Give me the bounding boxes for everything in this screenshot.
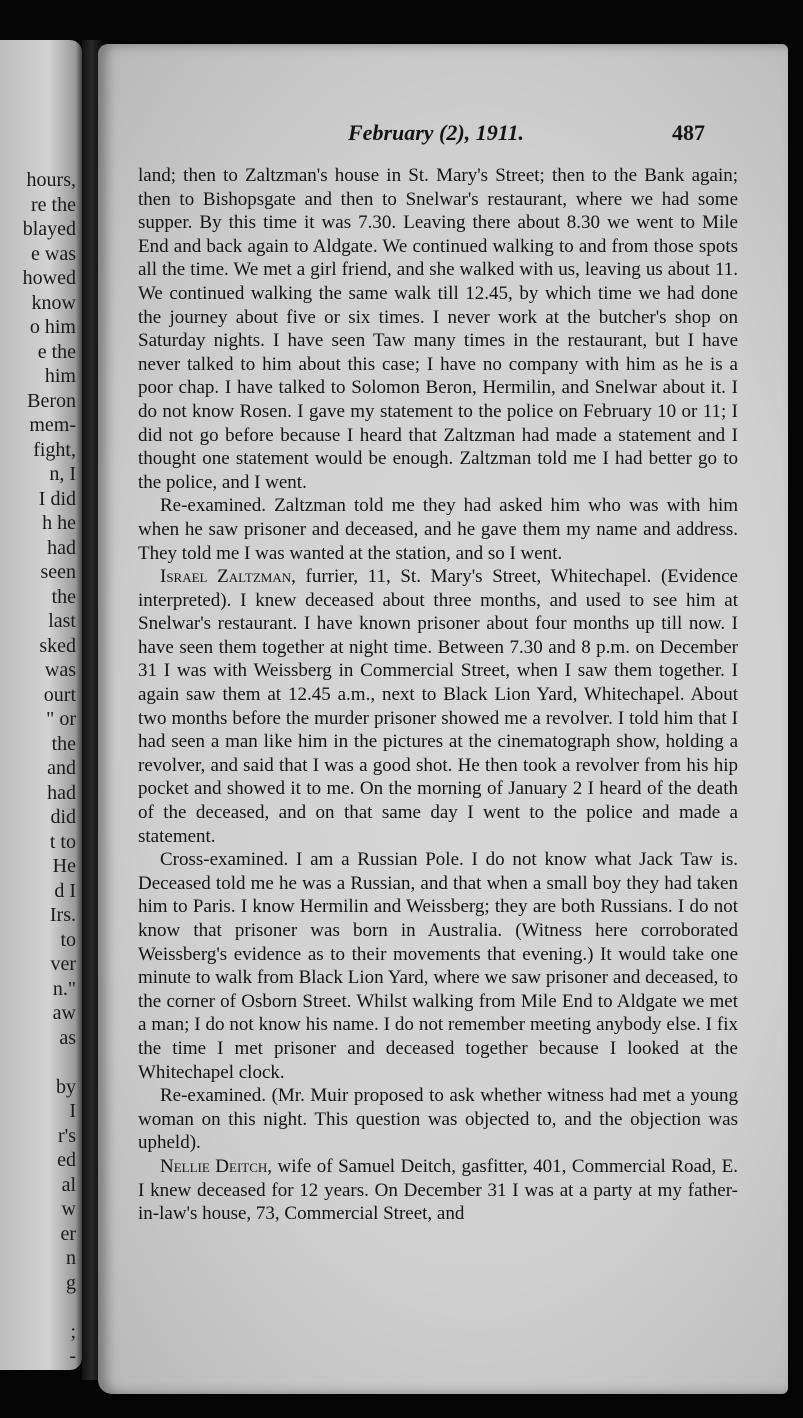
left-page-fragment: had: [47, 781, 76, 804]
left-page-fragment: to: [60, 928, 76, 951]
left-page-fragment: d I: [54, 879, 76, 902]
left-page-fragment: mem-: [29, 414, 76, 436]
left-page-fragment: [23, 1050, 76, 1075]
left-page-fragment: Beron: [27, 389, 76, 412]
left-page-fragment: the: [51, 585, 76, 608]
left-page-fragment: was: [44, 659, 76, 681]
left-page-fragment: e the: [37, 340, 76, 363]
book-page: [98, 44, 788, 1394]
left-page-fragment: hours,: [26, 169, 76, 191]
left-page-fragment: I: [69, 1100, 76, 1122]
left-page-fragment: blayed: [22, 218, 76, 240]
left-page-fragment: Irs.: [49, 904, 76, 926]
left-page-fragment: " or: [46, 708, 76, 730]
running-head-title: February (2), 1911.: [348, 120, 524, 145]
left-page-fragment: w: [61, 1198, 76, 1220]
left-page-fragment: ed: [57, 1149, 76, 1171]
paragraph-cross-examined: Cross-examined. I am a Russian Pole. I do not know what Jack Taw is. Deceased told me he was a Russian, and that when a small boy they had taken him to Paris. I know Hermilin and Weissberg; they are both Russians. I do not know that prisoner was born in Australia. (Witness here corroborated Weissberg's evidence as to their movements that evening.) It would take one minute to walk from Black Lion Yard, where we saw prisoner and deceased, to the corner of Osborn Street. Whilst walking from Mile End to Aldgate we met a man; I do not know his name. I do not remember meeting anybody else. I fix the time I met prisoner and deceased together because I looked at the Whitechapel clock.: [138, 849, 738, 1083]
left-page-fragment: g: [66, 1271, 76, 1294]
left-page-fragment: did: [50, 806, 76, 828]
left-page-fragment: -: [69, 1345, 76, 1367]
paragraph-re-examined-2: Re-examined. (Mr. Muir proposed to ask whether witness had met a young woman on this night. This question was objected to, and the objection was upheld).: [138, 1085, 738, 1154]
left-page-fragment: t to: [49, 830, 76, 853]
paragraph-re-examined: Re-examined. Zaltzman told me they had asked him who was with him when he saw prisoner and deceased, and he gave them my name and address. They told me I was wanted at the station, and so I went.: [138, 495, 738, 564]
left-page-fragment: I did: [38, 487, 76, 510]
left-page-fragment: He: [52, 855, 76, 877]
left-page-fragment: howed: [22, 267, 76, 289]
left-page-fragment: and: [47, 757, 76, 779]
left-page-fragment: e was: [31, 242, 76, 265]
left-page-fragment: r's: [57, 1124, 76, 1147]
paragraph-witness-zaltzman: [138, 565, 738, 848]
left-page-fragment: him: [44, 365, 76, 387]
left-page-fragment: by: [56, 1075, 76, 1098]
left-page-fragment: ourt: [43, 683, 76, 706]
page-number: 487: [672, 120, 705, 145]
left-page-fragment: as: [59, 1026, 76, 1049]
left-page-fragment: n: [66, 1247, 76, 1269]
witness-name-zaltzman: Israel Zaltzman: [160, 566, 292, 588]
left-page-fragment: ;: [70, 1320, 76, 1343]
left-page-fragment: ver: [50, 953, 76, 975]
left-page-fragment: fight,: [33, 438, 76, 461]
left-facing-page: [0, 40, 82, 1370]
left-page-fragment: er: [60, 1222, 76, 1245]
left-page-fragment: had: [47, 536, 76, 559]
witness-name-deitch: Nellie Deitch: [160, 1155, 268, 1177]
running-head: [98, 120, 788, 148]
left-page-fragment: [23, 1295, 76, 1320]
left-page-fragment: h he: [42, 512, 76, 534]
witness-zaltzman-testimony: , furrier, 11, St. Mary's Street, Whitechapel. (Evidence interpreted). I knew deceased about three months, and used to see him at Snelwar's restaurant. I have known prisoner about four months up till now. I have seen them together at night time. Between 7.30 and 8 p.m. on December 31 I was with Weissberg in Commercial Street, when I saw them together. I again saw them at 12.45 a.m., next to Black Lion Yard, Whitechapel. About two months before the murder prisoner showed me a revolver. I told him that I had seen a man like him in the pictures at the cinematograph show, holding a revolver, and said that I was a good shot. He then took a revolver from his hip pocket and showed it to me. On the morning of January 2 I heard of the death of the deceased, and on that same day I went to the police and made a statement.: [138, 566, 738, 847]
left-page-fragment: the: [51, 732, 76, 755]
body-text: [138, 164, 738, 1226]
left-page-fragment: n, I: [49, 463, 76, 485]
left-page-fragment: sked: [39, 634, 76, 657]
witness-deitch-testimony: , wife of Samuel Deitch, gasfitter, 401, Commercial Road, E. I knew deceased for 12 years. On December 31 I was at a party at my father-in-law's house, 73, Commercial Street, and: [138, 1155, 738, 1225]
left-page-text-column: [23, 168, 76, 1369]
left-page-fragment: re the: [31, 193, 76, 216]
left-page-fragment: al: [61, 1173, 76, 1196]
left-page-fragment: seen: [40, 561, 76, 583]
left-page-fragment: know: [31, 291, 76, 314]
left-page-fragment: o him: [29, 316, 76, 338]
paragraph-witness-deitch: [138, 1155, 738, 1226]
left-page-fragment: n.": [52, 977, 76, 1000]
paragraph-continued-testimony: land; then to Zaltzman's house in St. Mary's Street; then to the Bank again; then to Bishopsgate and then to Snelwar's restaurant, where we had some supper. By this time it was 7.30. Leaving there about 8.30 we went to Mile End and back again to Aldgate. We continued walking to and from those spots all the time. We met a girl friend, and she walked with us, leaving us about 11. We continued walking the same walk till 12.45, by which time we had done the journey about five or six times. I never work at the butcher's shop on Saturday nights. I have seen Taw many times in the restaurant, but I have never talked to him about this case; I have no company with him as he is a poor chap. I have talked to Solomon Beron, Hermilin, and Snelwar about it. I do not know Rosen. I gave my statement to the police on February 10 or 11; I did not go before because I heard that Zaltzman had made a statement and I thought one statement would be enough. Zaltzman told me I had better go to the police, and I went.: [138, 165, 738, 493]
left-page-fragment: last: [48, 610, 76, 632]
left-page-fragment: aw: [52, 1002, 76, 1024]
